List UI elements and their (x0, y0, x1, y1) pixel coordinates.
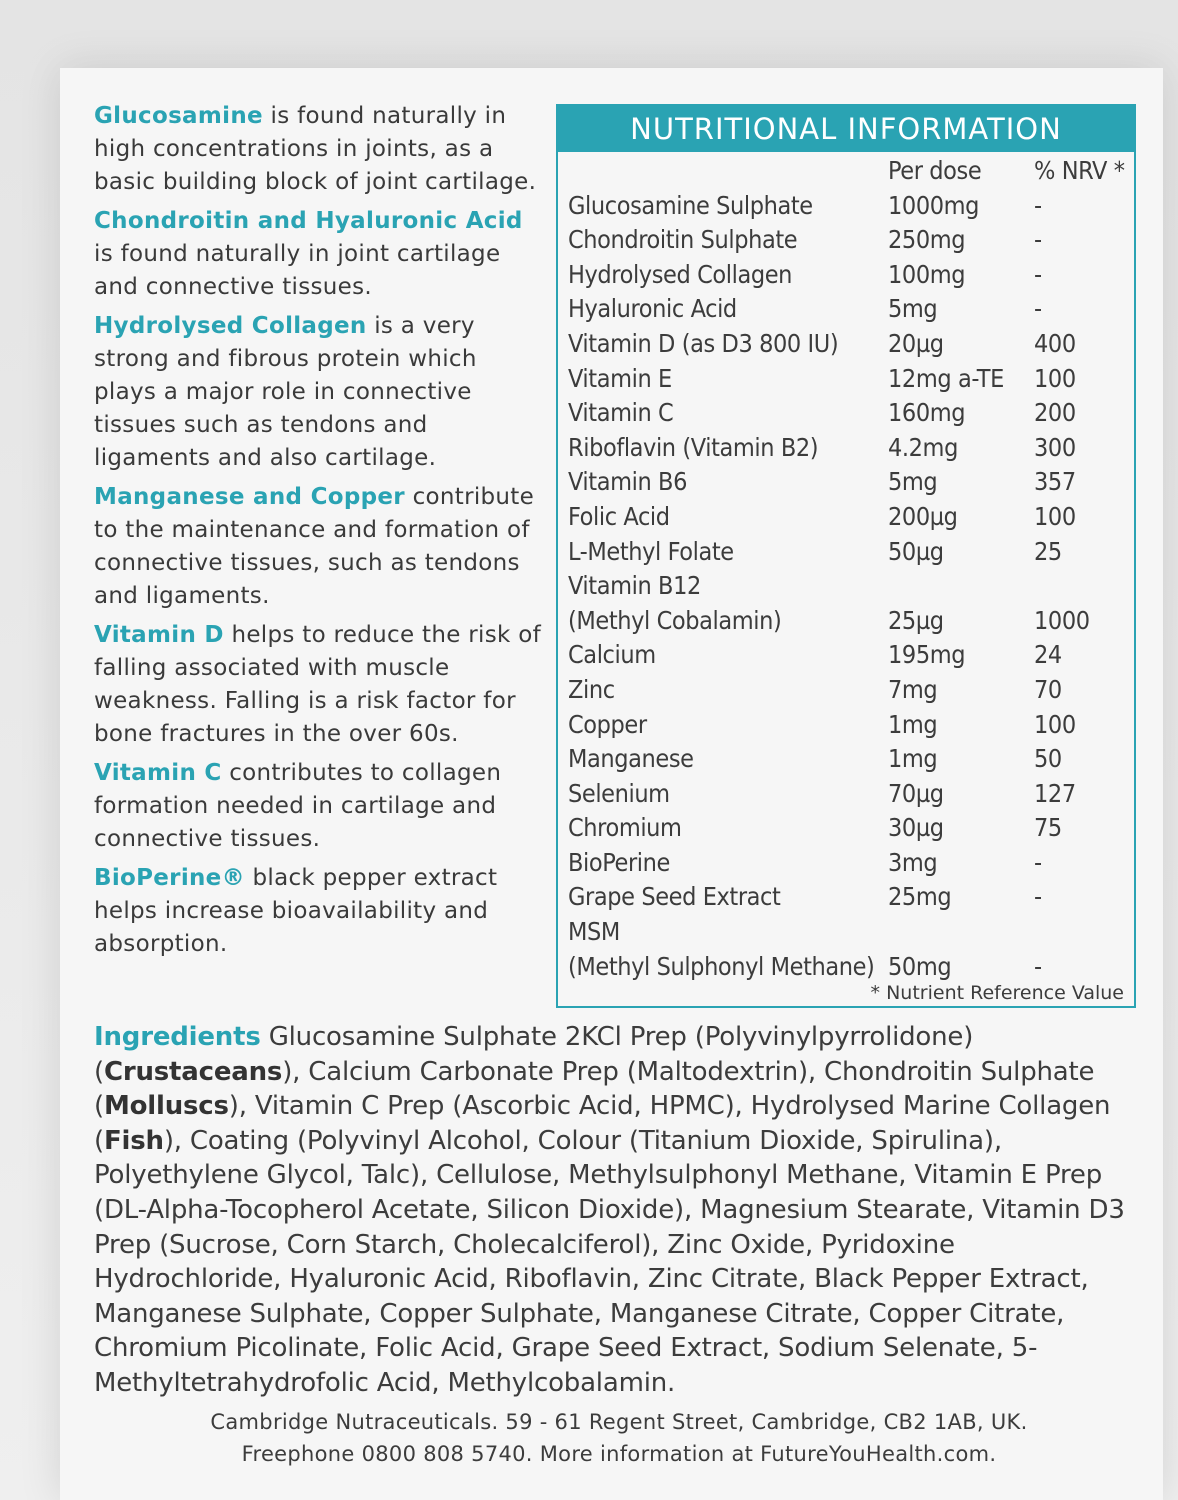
benefit-glucosamine: Glucosamine is found naturally in high concentrations in joints, as a basic building block of joint cartilage. (94, 103, 537, 195)
nutrient-nrv: 1000 (1034, 605, 1090, 635)
nutrition-row (568, 673, 1134, 708)
nutrient-name: Folic Acid (568, 501, 670, 531)
ingredient-segment: Glucosamine Sulphate 2KCl Prep (Polyvinylpyrrolidone) ( (94, 1022, 974, 1087)
nutrient-dose: 30µg (888, 813, 944, 843)
nutrient-dose: 25µg (888, 605, 944, 635)
nutrient-nrv: 24 (1034, 640, 1062, 670)
nutrition-row (568, 431, 1134, 466)
nutrient-name: Hyaluronic Acid (568, 294, 737, 324)
ingredients-block (94, 1020, 1144, 1401)
nutrition-row (568, 465, 1134, 500)
nutrient-name: Manganese (568, 744, 694, 774)
nutrient-name: Vitamin C (568, 398, 674, 428)
nutrient-dose: 195mg (888, 640, 966, 670)
nutrient-nrv: 127 (1034, 778, 1076, 808)
nutrition-row (568, 742, 1134, 777)
benefits-column (94, 100, 544, 967)
nutrient-nrv: - (1034, 847, 1042, 877)
nutrition-table (568, 154, 1134, 984)
nutrient-dose: 50mg (888, 951, 952, 981)
nutrient-nrv (1034, 915, 1134, 950)
nutrient-dose (888, 915, 1034, 950)
ingredient-segment: ), Coating (Polyvinyl Alcohol, Colour (Titanium Dioxide, Spirulina), Polyethylene Glycol, Talc), Cellulose, Methylsulphonyl Methane, Vitamin E Prep (DL-Alpha-Tocopherol Acetate, Silicon Dioxide), Magnesium Stearate, Vitamin D3 Prep (Sucrose, Corn Starch, Cholecalciferol), Zinc Oxide, Pyridoxine Hydrochloride, Hyaluronic Acid, Riboflavin, Zinc Citrate, Black Pepper Extract, Manganese Sulphate, Copper Sulphate, Manganese Citrate, Copper Citrate, Chromium Picolinate, Folic Acid, Grape Seed Extract, Sodium Selenate, 5-Methyltetrahydrofolic Acid, Methylcobalamin. (94, 1125, 1125, 1398)
nutrient-dose: 5mg (888, 467, 938, 497)
nutrient-nrv: - (1034, 294, 1042, 324)
nutrient-name: (Methyl Cobalamin) (568, 605, 782, 635)
nutrient-nrv: 300 (1034, 432, 1076, 462)
nutrient-nrv: 50 (1034, 744, 1062, 774)
nutrient-dose: 70µg (888, 778, 944, 808)
benefit-vitamin-c: Vitamin C contributes to collagen formation needed in cartilage and connective tissues. (94, 760, 502, 852)
nutrient-nrv: - (1034, 259, 1042, 289)
benefit-vitamin-d: Vitamin D helps to reduce the risk of falling associated with muscle weakness. Falling is a risk factor for bone fractures in the over 60s. (94, 622, 542, 747)
nutrient-name: Chromium (568, 813, 682, 843)
nutrient-name: Riboflavin (Vitamin B2) (568, 432, 819, 462)
nutrient-dose: 250mg (888, 225, 966, 255)
nutrient-nrv: - (1034, 225, 1042, 255)
nutrient-nrv: 100 (1034, 501, 1076, 531)
nutrient-dose: 12mg a-TE (888, 363, 1004, 393)
nutrient-dose: 1000mg (888, 190, 980, 220)
nutrient-nrv: 400 (1034, 328, 1076, 358)
nutrition-panel (556, 104, 1136, 1008)
nutrient-name: Zinc (568, 674, 615, 704)
nutrition-title: NUTRITIONAL INFORMATION (558, 106, 1134, 152)
nutrient-name: MSM (568, 917, 620, 947)
nutrient-dose: 3mg (888, 847, 938, 877)
nutrient-dose: 1mg (888, 709, 938, 739)
nutrient-name: Selenium (568, 778, 670, 808)
nutrient-dose: 25mg (888, 882, 952, 912)
nutrition-row (568, 880, 1134, 915)
per-dose-header: Per dose (888, 156, 982, 185)
nutrient-dose (888, 569, 1034, 604)
allergen: Crustaceans (103, 1056, 283, 1087)
nutrition-row (568, 846, 1134, 881)
nutrition-row (568, 223, 1134, 258)
nutrient-name: BioPerine (568, 847, 670, 877)
nutrient-nrv: 25 (1034, 536, 1062, 566)
nutrient-name: Vitamin E (568, 363, 672, 393)
nutrient-name: Vitamin B12 (568, 571, 701, 601)
nutrient-name: (Methyl Sulphonyl Methane) (568, 951, 875, 981)
nutrient-dose: 100mg (888, 259, 966, 289)
allergen: Molluscs (103, 1091, 229, 1122)
allergen: Fish (103, 1125, 164, 1156)
nutrient-dose: 5mg (888, 294, 938, 324)
contact-line: Freephone 0800 808 5740. More information at FutureYouHealth.com. (241, 1442, 997, 1466)
ingredients-text (94, 1022, 1125, 1398)
nutrient-dose: 4.2mg (888, 432, 958, 462)
nutrition-rows (568, 189, 1134, 985)
ingredients-label: Ingredients (94, 1022, 261, 1052)
nutrition-row (568, 500, 1134, 535)
nutrient-name: Vitamin D (as D3 800 IU) (568, 328, 839, 358)
nutrition-row (568, 604, 1134, 639)
nutrient-nrv: 75 (1034, 813, 1062, 843)
nrv-header: % NRV * (1034, 156, 1125, 185)
benefit-bioperine: BioPerine® black pepper extract helps increase bioavailability and absorption. (94, 865, 498, 957)
nutrient-nrv: - (1034, 951, 1042, 981)
nutrient-nrv: 200 (1034, 398, 1076, 428)
benefit-chondroitin: Chondroitin and Hyaluronic Acid is found naturally in joint cartilage and connective tissues. (94, 208, 523, 300)
nutrition-row (568, 535, 1134, 570)
nutrient-name: Copper (568, 709, 647, 739)
nutrient-nrv: 100 (1034, 363, 1076, 393)
nutrition-row (568, 777, 1134, 812)
nutrient-nrv: 100 (1034, 709, 1076, 739)
nutrition-row (568, 950, 1134, 985)
nutrient-name: Calcium (568, 640, 656, 670)
nutrient-nrv: 70 (1034, 674, 1062, 704)
nutrient-dose: 20µg (888, 328, 944, 358)
nutrient-nrv: 357 (1034, 467, 1076, 497)
nutrient-dose: 200µg (888, 501, 958, 531)
nutrition-row (568, 915, 1134, 950)
nutrient-name: Glucosamine Sulphate (568, 190, 813, 220)
address-line: Cambridge Nutraceuticals. 59 - 61 Regent Street, Cambridge, CB2 1AB, UK. (210, 1410, 1028, 1434)
ingredient-segment: ), Vitamin C Prep (Ascorbic Acid, HPMC), Hydrolysed Marine Collagen ( (94, 1091, 1111, 1156)
nutrition-row (568, 708, 1134, 743)
benefit-manganese-copper: Manganese and Copper contribute to the maintenance and formation of connective tissues, such as tendons and ligaments. (94, 484, 535, 609)
company-address (94, 1406, 1144, 1470)
nutrient-name: Grape Seed Extract (568, 882, 781, 912)
nrv-footnote: * Nutrient Reference Value (870, 982, 1124, 1004)
nutrient-dose: 1mg (888, 744, 938, 774)
nutrient-dose: 7mg (888, 674, 938, 704)
nutrient-nrv: - (1034, 882, 1042, 912)
nutrition-row (568, 189, 1134, 224)
nutrient-name: Chondroitin Sulphate (568, 225, 798, 255)
nutrition-row (568, 362, 1134, 397)
nutrition-row (568, 396, 1134, 431)
nutrient-nrv: - (1034, 190, 1042, 220)
benefit-collagen: Hydrolysed Collagen is a very strong and fibrous protein which plays a major role in connective tissues such as tendons and ligaments and also cartilage. (94, 313, 477, 471)
ingredient-segment: ), Calcium Carbonate Prep (Maltodextrin), Chondroitin Sulphate ( (94, 1056, 1095, 1122)
nutrient-name: Hydrolysed Collagen (568, 259, 793, 289)
nutrition-header-row (568, 154, 1134, 189)
nutrition-row (568, 258, 1134, 293)
nutrient-dose: 160mg (888, 398, 966, 428)
nutrient-dose: 50µg (888, 536, 944, 566)
nutrient-nrv (1034, 569, 1134, 604)
nutrition-row (568, 292, 1134, 327)
nutrition-row (568, 638, 1134, 673)
nutrition-row (568, 327, 1134, 362)
nutrition-row (568, 811, 1134, 846)
nutrient-name: L-Methyl Folate (568, 536, 734, 566)
nutrient-name: Vitamin B6 (568, 467, 687, 497)
nutrition-row (568, 569, 1134, 604)
